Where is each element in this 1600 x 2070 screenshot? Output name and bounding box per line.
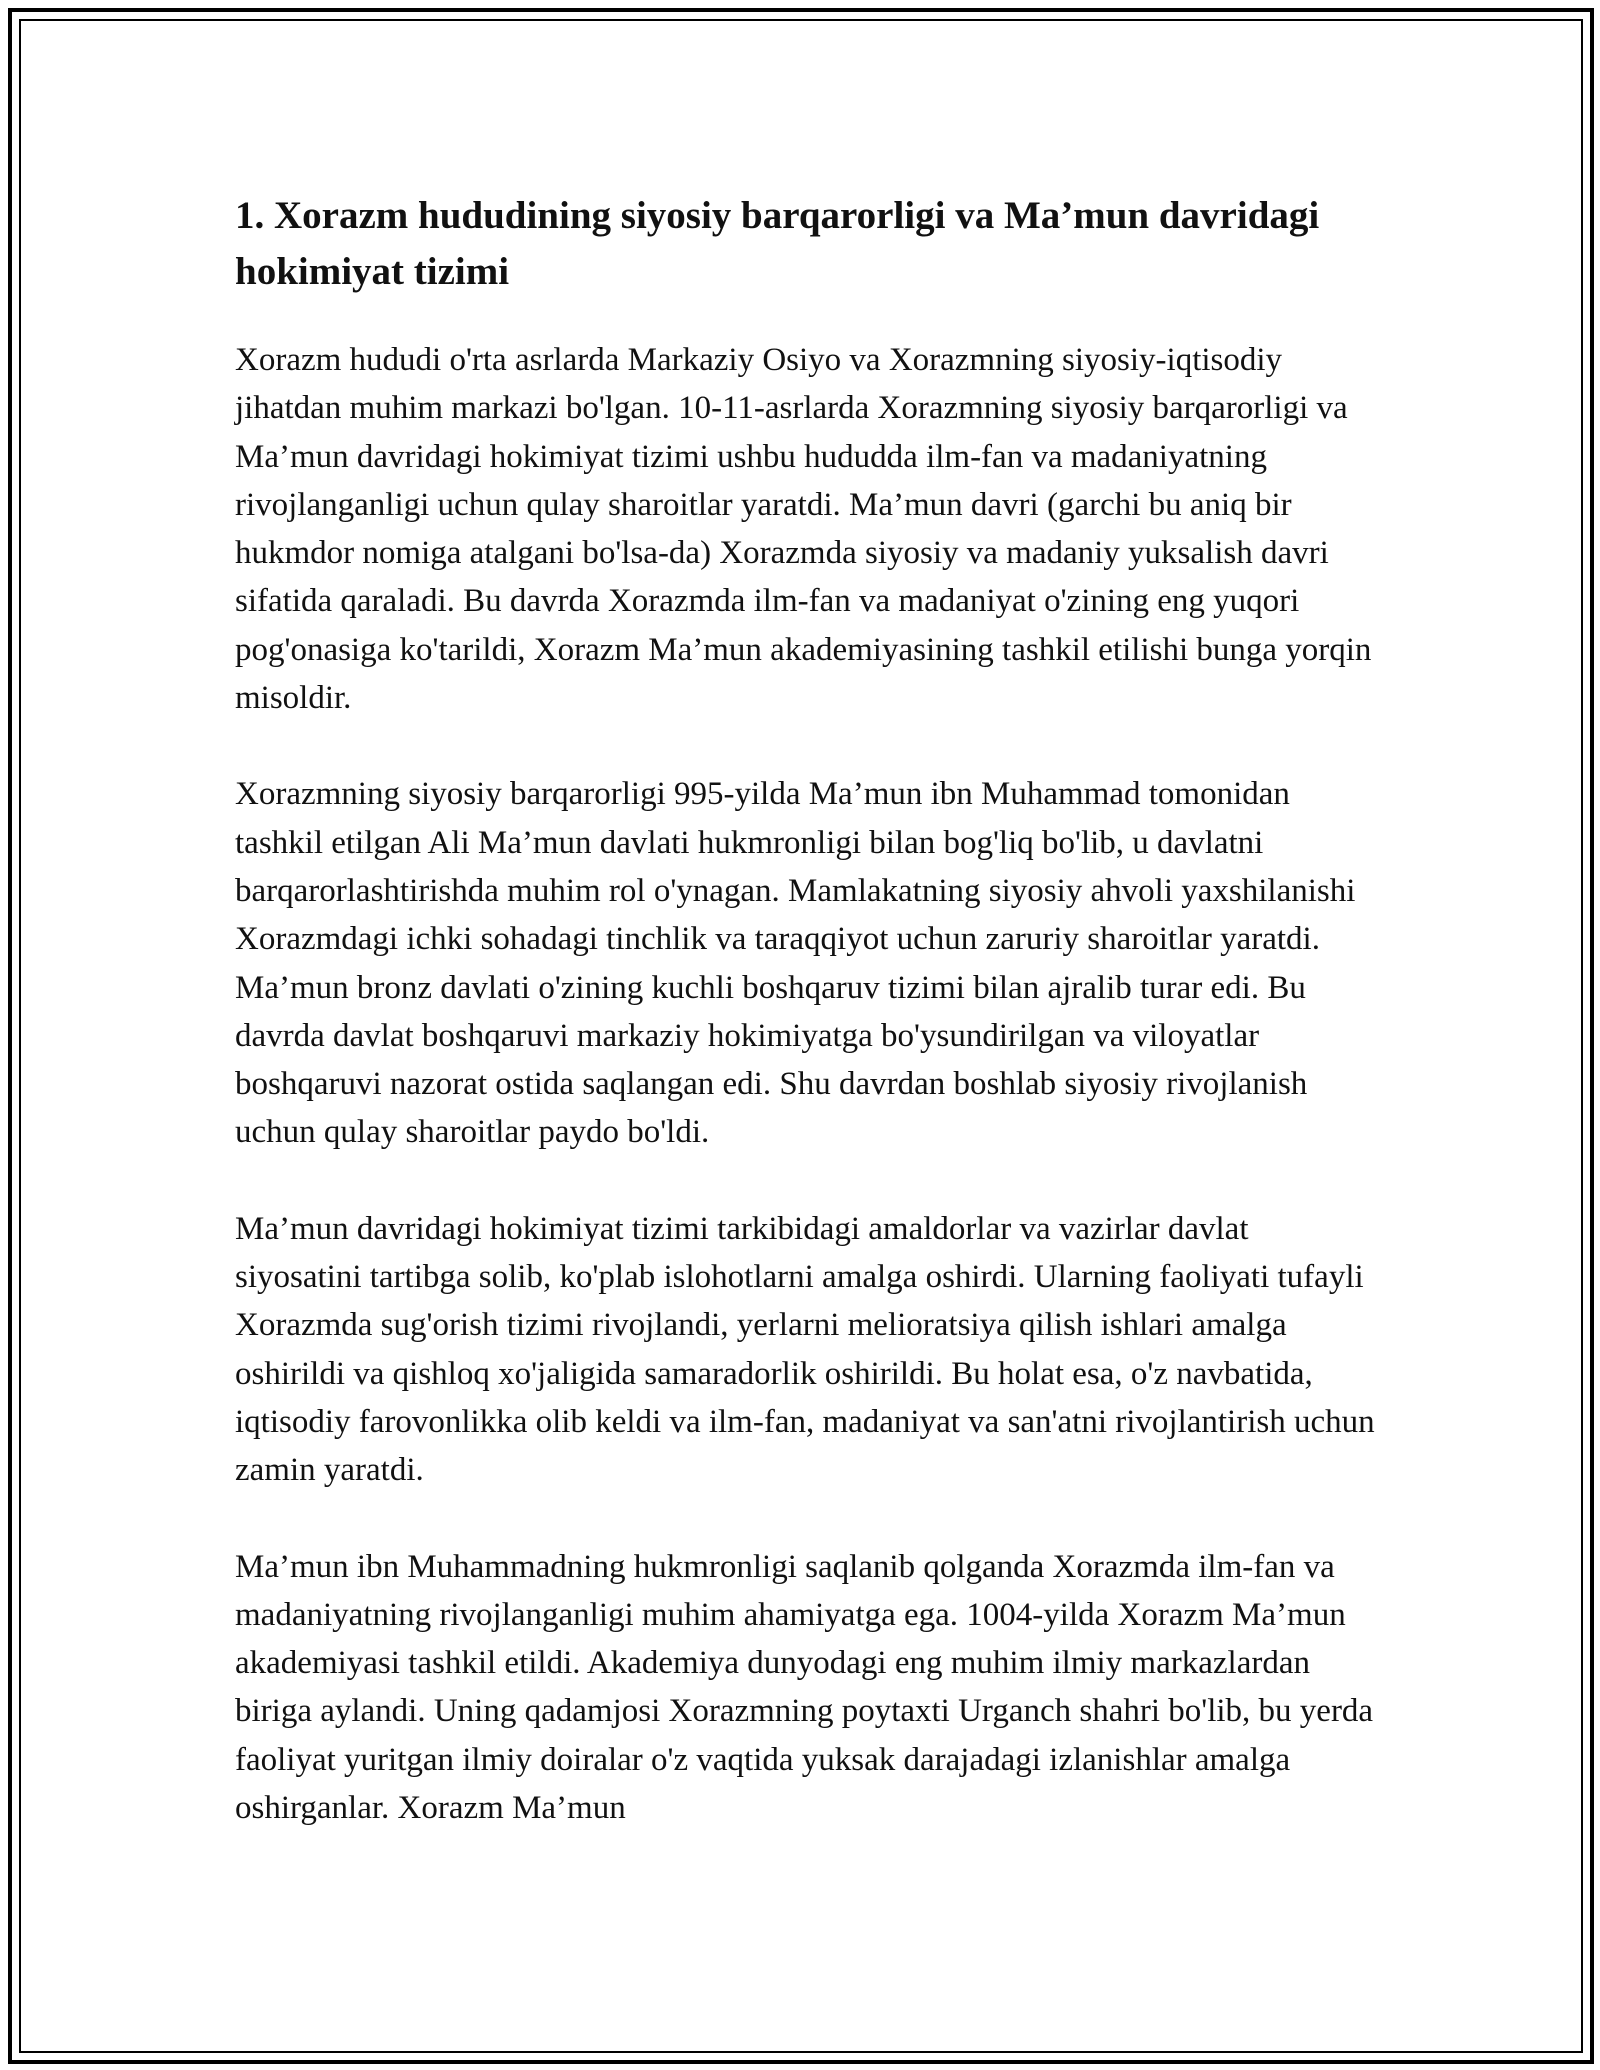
paragraph-1: Xorazm hududi o'rta asrlarda Markaziy Osiyo va Xorazmning siyosiy-iqtisodiy jihatdan muhim markazi bo'lgan. 10-11-asrlarda Xorazmning siyosiy barqarorligi va Ma’mun davridagi hokimiyat tizimi ushbu hududda ilm-fan va madaniyatning rivojlanganligi uchun qulay sharoitlar yaratdi. Ma’mun davri (garchi bu aniq bir hukmdor nomiga atalgani bo'lsa-da) Xorazmda siyosiy va madaniy yuksalish davri sifatida qaraladi. Bu davrda Xorazmda ilm-fan va madaniyat o'zining eng yuqori pog'onasiga ko'tarildi, Xorazm Ma’mun akademiyasining tashkil etilishi bunga yorqin misoldir. bbox=[235, 342, 1372, 717]
paragraph-2: Xorazmning siyosiy barqarorligi 995-yilda Ma’mun ibn Muhammad tomonidan tashkil etilgan Ali Ma’mun davlati hukmronligi bilan bog'liq bo'lib, u davlatni barqarorlashtirishda muhim rol o'ynagan. Mamlakatning siyosiy ahvoli yaxshilanishi Xorazmdagi ichki sohadagi tinchlik va taraqqiyot uchun zaruriy sharoitlar yaratdi. Ma’mun bronz davlati o'zining kuchli boshqaruv tizimi bilan ajralib turar edi. Bu davrda davlat boshqaruvi markaziy hokimiyatga bo'ysundirilgan va viloyatlar boshqaruvi nazorat ostida saqlangan edi. Shu davrdan boshlab siyosiy rivojlanish uchun qulay sharoitlar paydo bo'ldi. bbox=[235, 776, 1356, 1151]
document-body bbox=[235, 188, 1375, 1880]
paragraph-4: Ma’mun ibn Muhammadning hukmronligi saqlanib qolganda Xorazmda ilm-fan va madaniyatning rivojlanganligi muhim ahamiyatga ega. 1004-yilda Xorazm Ma’mun akademiyasi tashkil etildi. Akademiya dunyodagi eng muhim ilmiy markazlardan biriga aylandi. Uning qadamjosi Xorazmning poytaxti Urganch shahri bo'lib, bu yerda faoliyat yuritgan ilmiy doiralar o'z vaqtida yuksak darajadagi izlanishlar amalga oshirganlar. Xorazm Ma’mun bbox=[235, 1548, 1374, 1827]
paragraph-3: Ma’mun davridagi hokimiyat tizimi tarkibidagi amaldorlar va vazirlar davlat siyosatini tartibga solib, ko'plab islohotlarni amalga oshirdi. Ularning faoliyati tufayli Xorazmda sug'orish tizimi rivojlandi, yerlarni melioratsiya qilish ishlari amalga oshirildi va qishloq xo'jaligida samaradorlik oshirildi. Bu holat esa, o'z navbatida, iqtisodiy farovonlikka olib keldi va ilm-fan, madaniyat va san'atni rivojlantirish uchun zamin yaratdi. bbox=[235, 1210, 1375, 1489]
section-heading: 1. Xorazm hududining siyosiy barqarorligi va Ma’mun davridagi hokimiyat tizimi bbox=[235, 194, 1320, 293]
